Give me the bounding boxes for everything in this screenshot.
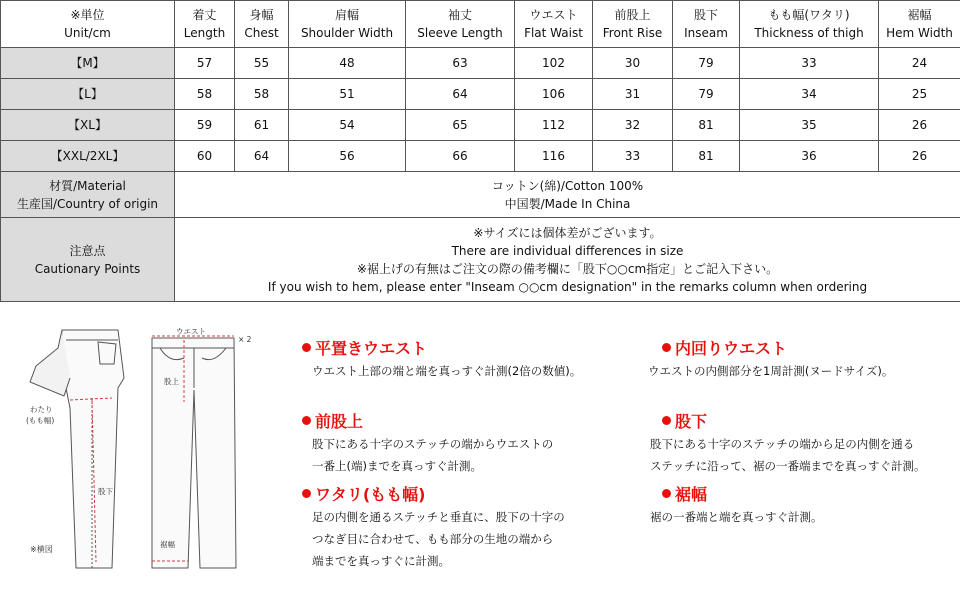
table-cell: 35 <box>740 110 879 141</box>
note-title: 裾幅 <box>675 485 708 504</box>
size-label: 【XXL/2XL】 <box>1 141 175 172</box>
note-inner-waist <box>648 338 960 382</box>
note-title: 股下 <box>675 412 708 431</box>
note-inseam <box>650 411 960 477</box>
note-thigh <box>302 484 622 572</box>
label-waist: ウエスト <box>176 327 206 336</box>
table-cell: 58 <box>235 79 289 110</box>
bullet-icon <box>302 343 311 352</box>
header-hem-width: 裾幅 Hem Width <box>879 1 960 48</box>
table-cell: 59 <box>175 110 235 141</box>
label-susohaba: 裾幅 <box>160 540 175 549</box>
table-cell: 51 <box>289 79 406 110</box>
table-cell: 66 <box>406 141 515 172</box>
table-cell: 33 <box>593 141 673 172</box>
header-unit: ※単位 Unit/cm <box>1 1 175 48</box>
material-row <box>1 172 960 218</box>
bullet-icon <box>302 416 311 425</box>
table-row <box>1 110 960 141</box>
material-label: 材質/Material 生産国/Country of origin <box>1 172 175 218</box>
table-cell: 61 <box>235 110 289 141</box>
pants-diagram <box>0 318 260 597</box>
material-value: コットン(綿)/Cotton 100% 中国製/Made In China <box>175 172 960 218</box>
table-cell: 33 <box>740 48 879 79</box>
table-cell: 58 <box>175 79 235 110</box>
bullet-icon <box>662 343 671 352</box>
table-cell: 25 <box>879 79 960 110</box>
table-cell: 31 <box>593 79 673 110</box>
note-text: 足の内側を通るステッチと垂直に、股下の十字の <box>312 510 565 524</box>
table-cell: 79 <box>673 79 740 110</box>
table-cell: 63 <box>406 48 515 79</box>
table-cell: 26 <box>879 110 960 141</box>
table-row <box>1 141 960 172</box>
table-cell: 57 <box>175 48 235 79</box>
table-cell: 106 <box>515 79 593 110</box>
note-text: ウエストの内側部分を1周計測(ヌードサイズ)。 <box>648 364 894 378</box>
table-cell: 64 <box>235 141 289 172</box>
bullet-icon <box>662 489 671 498</box>
table-cell: 36 <box>740 141 879 172</box>
table-cell: 79 <box>673 48 740 79</box>
note-hem-width <box>650 484 960 528</box>
table-row <box>1 48 960 79</box>
note-title: 内回りウエスト <box>675 339 788 358</box>
note-flat-waist <box>302 338 622 382</box>
size-label: 【L】 <box>1 79 175 110</box>
label-watari: わたり <box>30 405 53 414</box>
pants-illustration <box>0 318 260 597</box>
bullet-icon <box>662 416 671 425</box>
note-title: 前股上 <box>315 412 364 431</box>
pants-front-view <box>152 338 236 568</box>
header-thigh: もも幅(ワタリ) Thickness of thigh <box>740 1 879 48</box>
note-text: 股下にある十字のステッチの端から足の内側を通る <box>650 437 915 451</box>
note-text: 股下にある十字のステッチの端からウエストの <box>312 437 554 451</box>
note-front-rise <box>302 411 622 477</box>
label-yokozu: ※横図 <box>30 545 53 554</box>
label-mataue: 股上 <box>164 377 179 386</box>
table-cell: 81 <box>673 110 740 141</box>
table-cell: 65 <box>406 110 515 141</box>
header-sleeve-length: 袖丈 Sleeve Length <box>406 1 515 48</box>
table-cell: 54 <box>289 110 406 141</box>
note-title: 平置きウエスト <box>315 339 428 358</box>
caution-label: 注意点 Cautionary Points <box>1 218 175 302</box>
table-cell: 48 <box>289 48 406 79</box>
header-chest: 身幅 Chest <box>235 1 289 48</box>
note-title: ワタリ(もも幅) <box>315 485 426 504</box>
header-shoulder-width: 肩幅 Shoulder Width <box>289 1 406 48</box>
caution-text: ※サイズには個体差がございます。 There are individual differences in size ※裾上げの有無はご注文の際の備考欄に「股下○○cm指定」とご記入下さい。 If you wish to hem, please enter "Inseam ○○cm designation" in the remarks column when ordering <box>175 218 960 302</box>
label-x2: × 2 <box>238 335 252 344</box>
note-text: ウエスト上部の端と端を真っすぐ計測(2倍の数値)。 <box>312 364 582 378</box>
note-text: つなぎ目に合わせて、もも部分の生地の端から <box>312 532 554 546</box>
table-cell: 56 <box>289 141 406 172</box>
header-flat-waist: ウエスト Flat Waist <box>515 1 593 48</box>
table-header-row <box>1 1 960 48</box>
table-cell: 112 <box>515 110 593 141</box>
note-text: 裾の一番端と端を真っすぐ計測。 <box>650 510 823 524</box>
note-text: ステッチに沿って、裾の一番端までを真っすぐ計測。 <box>650 459 926 473</box>
header-length: 着丈 Length <box>175 1 235 48</box>
pants-side-view <box>30 330 124 568</box>
label-watari-sub: (もも幅) <box>26 416 55 425</box>
size-label: 【M】 <box>1 48 175 79</box>
table-cell: 32 <box>593 110 673 141</box>
label-matashita: 股下 <box>98 487 113 496</box>
table-row <box>1 79 960 110</box>
size-label: 【XL】 <box>1 110 175 141</box>
header-front-rise: 前股上 Front Rise <box>593 1 673 48</box>
table-cell: 102 <box>515 48 593 79</box>
table-cell: 34 <box>740 79 879 110</box>
bullet-icon <box>302 489 311 498</box>
caution-row <box>1 218 960 302</box>
table-cell: 60 <box>175 141 235 172</box>
table-cell: 26 <box>879 141 960 172</box>
header-inseam: 股下 Inseam <box>673 1 740 48</box>
table-cell: 64 <box>406 79 515 110</box>
note-text: 一番上(端)までを真っすぐ計測。 <box>312 459 482 473</box>
table-cell: 30 <box>593 48 673 79</box>
table-cell: 55 <box>235 48 289 79</box>
note-text: 端までを真っすぐに計測。 <box>312 554 450 568</box>
table-cell: 24 <box>879 48 960 79</box>
table-cell: 116 <box>515 141 593 172</box>
table-cell: 81 <box>673 141 740 172</box>
